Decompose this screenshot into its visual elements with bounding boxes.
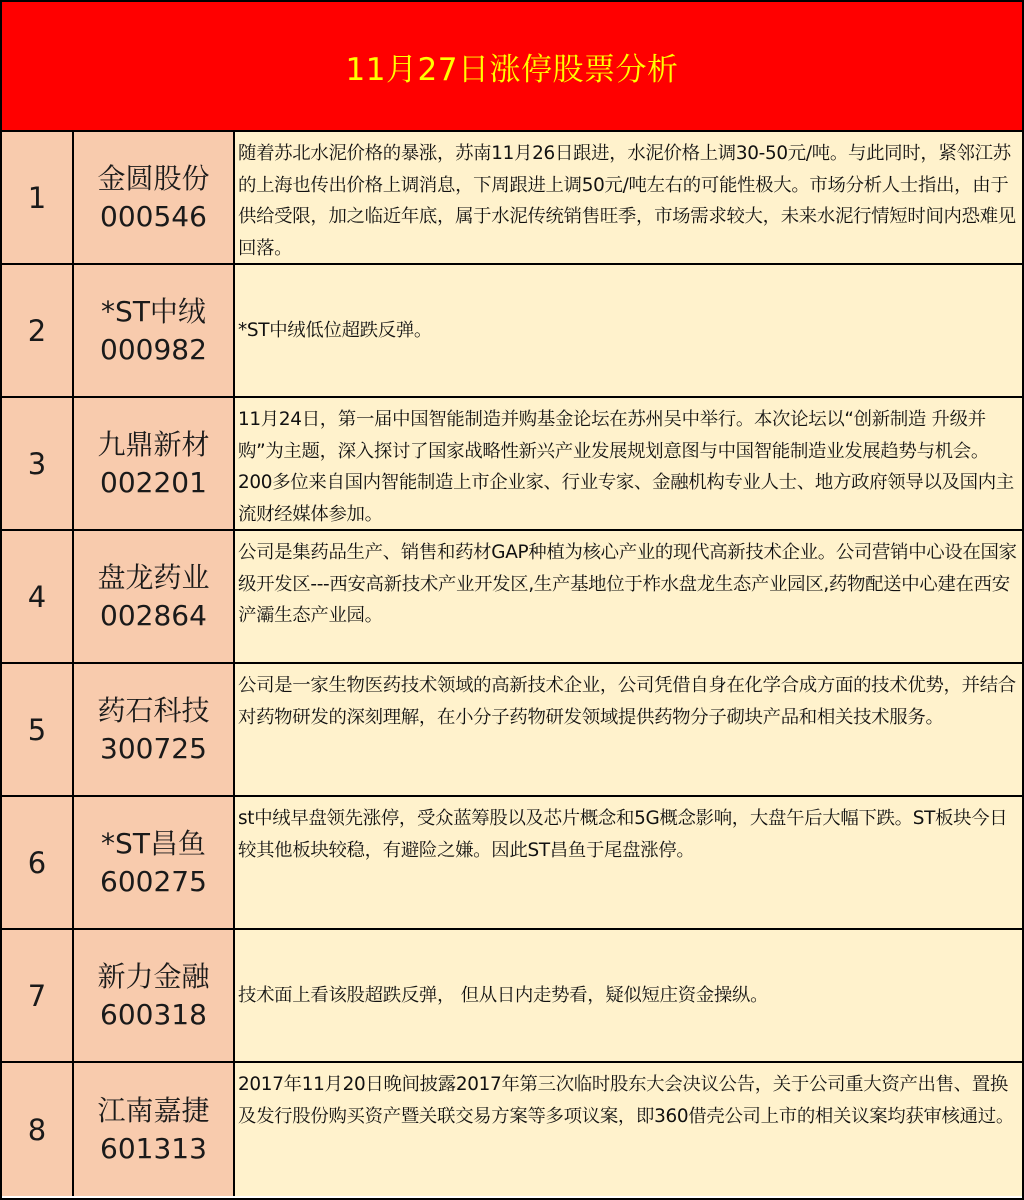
- stock-description: 11月24日，第一届中国智能制造并购基金论坛在苏州吴中举行。本次论坛以“创新制造 升级并购”为主题，深入探讨了国家战略性新兴产业发展规划意图与中国智能制造业发展趋势与机会。200多位来自国内智能制造上市企业家、行业专家、金融机构专业人士、地方政府领导以及国内主流财经媒体参加。: [235, 398, 1022, 529]
- stock-code: 600318: [100, 997, 207, 1031]
- stock-cell: [74, 664, 235, 795]
- stock-code: 600275: [100, 864, 207, 898]
- stock-description: 技术面上看该股超跌反弹， 但从日内走势看，疑似短庄资金操纵。: [235, 930, 1022, 1061]
- stock-cell: [74, 132, 235, 263]
- stock-description: st中绒早盘领先涨停，受众蓝筹股以及芯片概念和5G概念影响，大盘午后大幅下跌。ST板块今日较其他板块较稳，有避险之嫌。因此ST昌鱼于尾盘涨停。: [235, 797, 1022, 928]
- page-title: 11月27日涨停股票分析: [345, 51, 679, 88]
- stock-code: 002201: [100, 465, 207, 499]
- stock-code: 601313: [100, 1131, 207, 1165]
- stock-code: 000982: [100, 332, 207, 366]
- stock-name: 江南嘉捷: [97, 1093, 210, 1127]
- row-index: 1: [2, 132, 74, 263]
- table-row: [2, 930, 1022, 1063]
- table-row: [2, 1063, 1022, 1196]
- stock-name: *ST中绒: [101, 294, 206, 328]
- stock-code: 300725: [100, 731, 207, 765]
- stock-description: 随着苏北水泥价格的暴涨，苏南11月26日跟进，水泥价格上调30-50元/吨。与此同时，紧邻江苏的上海也传出价格上调消息，下周跟进上调50元/吨左右的可能性极大。市场分析人士指出，由于供给受限，加之临近年底，属于水泥传统销售旺季，市场需求较大，未来水泥行情短时间内恐难见回落。: [235, 132, 1022, 263]
- stock-description: 2017年11月20日晚间披露2017年第三次临时股东大会决议公告，关于公司重大资产出售、置换及发行股份购买资产暨关联交易方案等多项议案，即360借壳公司上市的相关议案均获审核通过。: [235, 1063, 1022, 1196]
- stock-cell: [74, 531, 235, 662]
- stock-cell: [74, 1063, 235, 1196]
- stock-description: 公司是集药品生产、销售和药材GAP种植为核心产业的现代高新技术企业。公司营销中心设在国家级开发区---西安高新技术产业开发区,生产基地位于柞水盘龙生态产业园区,药物配送中心建在西安浐灞生态产业园。: [235, 531, 1022, 662]
- stock-name: 盘龙药业: [97, 560, 210, 594]
- row-index: 5: [2, 664, 74, 795]
- row-index: 2: [2, 265, 74, 396]
- stock-description: *ST中绒低位超跌反弹。: [235, 265, 1022, 396]
- table-row: [2, 797, 1022, 930]
- row-index: 7: [2, 930, 74, 1061]
- row-index: 8: [2, 1063, 74, 1196]
- stock-name: 九鼎新材: [97, 427, 210, 461]
- stock-name: 新力金融: [97, 959, 210, 993]
- table-row: [2, 664, 1022, 797]
- stock-cell: [74, 265, 235, 396]
- table-row: [2, 398, 1022, 531]
- table-header: [2, 2, 1022, 132]
- row-index: 6: [2, 797, 74, 928]
- row-index: 3: [2, 398, 74, 529]
- table-row: [2, 265, 1022, 398]
- stock-name: 药石科技: [97, 693, 210, 727]
- stock-code: 000546: [100, 199, 207, 233]
- stock-name: 金圆股份: [97, 161, 210, 195]
- table-row: [2, 531, 1022, 664]
- stock-name: *ST昌鱼: [101, 826, 206, 860]
- stock-cell: [74, 797, 235, 928]
- stock-description: 公司是一家生物医药技术领域的高新技术企业，公司凭借自身在化学合成方面的技术优势，并结合对药物研发的深刻理解，在小分子药物研发领域提供药物分子砌块产品和相关技术服务。: [235, 664, 1022, 795]
- stock-cell: [74, 398, 235, 529]
- table-row: [2, 132, 1022, 265]
- row-index: 4: [2, 531, 74, 662]
- stock-code: 002864: [100, 598, 207, 632]
- stock-cell: [74, 930, 235, 1061]
